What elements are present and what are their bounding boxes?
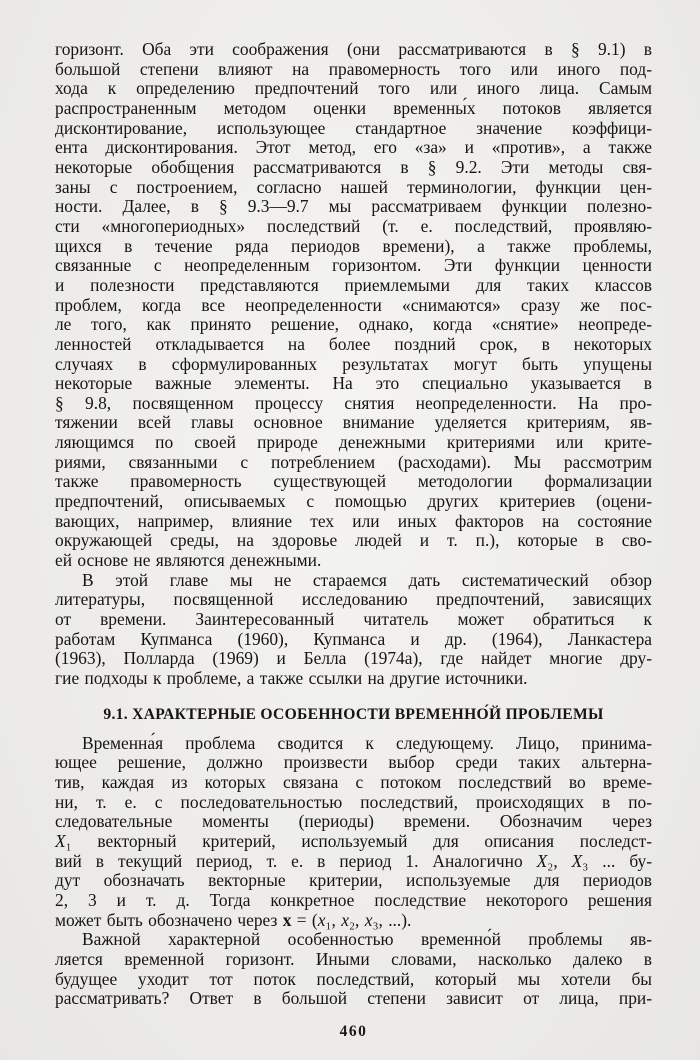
text-line: дисконтирование, использующее стандартное значение коэффици-	[55, 117, 652, 138]
text-line: может быть обозначено через x = (x₁, x₂, x₃, ...).	[55, 909, 412, 930]
paragraph	[55, 571, 652, 689]
text-line: рассматривать? Ответ в большой степени зависит от лица, при-	[55, 988, 652, 1009]
text-line: предпочтений, описываемых с помощью других критериев (оцени-	[55, 491, 652, 512]
text-line: литературы, посвященной исследованию предпочтений, зависящих	[55, 589, 652, 610]
paragraph	[55, 734, 652, 931]
paragraph	[55, 930, 652, 1009]
text-line: ле того, как принято решение, однако, когда «снятие» неопреде-	[55, 314, 652, 335]
text-line: § 9.8, посвященном процессу снятия неопределенности. На про-	[55, 392, 652, 413]
text-line: гие подходы к проблеме, а также ссылки на другие источники.	[55, 668, 528, 688]
text-line: тяжении всей главы основное внимание уделяется критериям, яв-	[55, 412, 652, 433]
text-line: вающих, например, влияние тех или иных факторов на состояние	[55, 510, 652, 531]
text-line: некоторые важные элементы. На это специально указывается в	[55, 373, 652, 394]
text-line: также правомерность существующей методологии формализации	[55, 471, 652, 492]
text-line: работам Купманса (1960), Купманса и др. (1964), Ланкастера	[55, 628, 652, 649]
page-number: 460	[339, 1022, 368, 1040]
text-line: будущее уходит тот поток последствий, который мы хотели бы	[55, 968, 652, 989]
text-line: следовательные моменты (периоды) времени. Обозначим через	[55, 811, 652, 832]
text-line: распространенным методом оценки временны́х потоков является	[55, 97, 652, 118]
text-line: ющее решение, должно произвести выбор среди таких альтерна-	[55, 752, 652, 773]
text-line: сти «многопериодных» последствий (т. е. последствий, проявляю-	[55, 215, 652, 236]
section-heading: 9.1. ХАРАКТЕРНЫЕ ОСОБЕННОСТИ ВРЕМЕННО́Й ПРОБЛЕМЫ	[103, 705, 604, 723]
text-line: вий в текущий период, т. е. в период 1. Аналогично X₂, X₃ ... бу-	[55, 850, 652, 871]
text-line: дут обозначать векторные критерии, используемые для периодов	[55, 870, 652, 891]
text-line: В этой главе мы не стараемся дать систематический обзор	[82, 569, 652, 590]
text-line: связанные с неопределенным горизонтом. Эти функции ценности	[55, 255, 652, 276]
text-line: ляющимся по своей природе денежными критериями или крите-	[55, 432, 652, 453]
paragraph	[55, 40, 652, 571]
text-line: проблем, когда все неопределенности «снимаются» сразу же пос-	[55, 294, 652, 315]
text-line: случаях в сформулированных результатах могут быть упущены	[55, 353, 652, 374]
text-line: ни, т. е. с последовательностью последствий, происходящих в по-	[55, 791, 652, 812]
text-line: окружающей среды, на здоровье людей и т. п.), которые в сво-	[55, 530, 652, 551]
text-line: ности. Далее, в § 9.3—9.7 мы рассматриваем функции полезно-	[55, 196, 652, 217]
text-line: 2, 3 и т. д. Тогда конкретное последствие некоторого решения	[55, 889, 652, 910]
text-line: X₁ векторный критерий, используемый для описания последст-	[55, 830, 652, 851]
text-line: Важной характерной особенностью временно́й проблемы яв-	[82, 929, 652, 950]
text-line: ляется временной горизонт. Иными словами, насколько далеко в	[55, 948, 652, 969]
page-content	[55, 40, 652, 1009]
text-line: ента дисконтирования. Этот метод, его «за» и «против», а также	[55, 137, 652, 158]
text-line: ей основе не являются денежными.	[55, 550, 322, 571]
text-line: заны с построением, согласно нашей терминологии, функции цен-	[55, 176, 652, 197]
text-line: некоторые обобщения рассматриваются в § 9.2. Эти методы свя-	[55, 156, 652, 177]
text-line: хода к определению предпочтений того или иного лица. Самым	[55, 78, 652, 99]
text-line: горизонт. Оба эти соображения (они рассматриваются в § 9.1) в	[55, 39, 652, 59]
text-line: Временна́я проблема сводится к следующему. Лицо, принима-	[82, 732, 652, 753]
text-line: и полезности представляются приемлемыми для таких классов	[55, 274, 652, 295]
text-line: тив, каждая из которых связана с потоком последствий во време-	[55, 771, 652, 792]
text-line: ленностей откладывается на более поздний срок, в некоторых	[55, 333, 652, 354]
text-line: большой степени влияют на правомерность того или иного под-	[55, 58, 652, 79]
text-line: щихся в течение ряда периодов времени), а также проблемы,	[55, 235, 652, 256]
text-line: (1963), Полларда (1969) и Белла (1974а), где найдет многие дру-	[55, 648, 652, 669]
text-line: риями, связанными с потреблением (расходами). Мы рассмотрим	[55, 451, 652, 472]
text-line: от времени. Заинтересованный читатель может обратиться к	[55, 609, 652, 630]
